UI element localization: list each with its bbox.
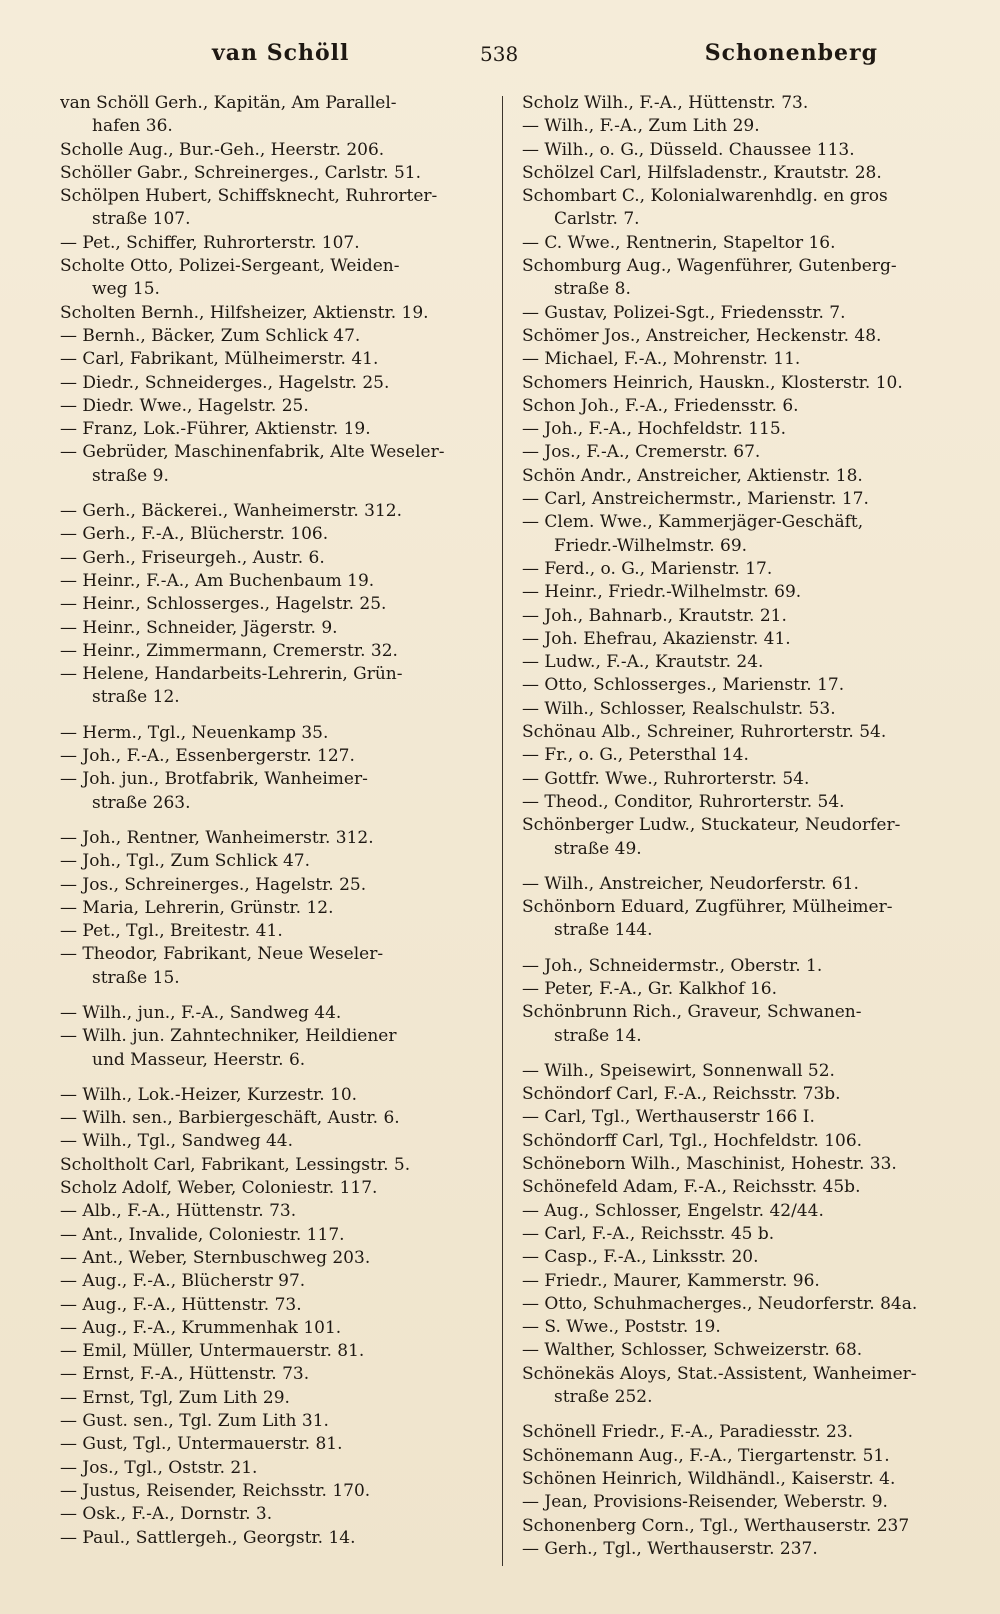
directory-entry: — Joh., F.-A., Hochfeldstr. 115. (522, 419, 787, 440)
directory-entry: — Wilh., Lok.-Heizer, Kurzestr. 10. (60, 1084, 358, 1105)
directory-entry: — Peter, F.-A., Gr. Kalkhof 16. (522, 978, 778, 999)
directory-entry: — Gust. sen., Tgl. Zum Lith 31. (60, 1411, 329, 1432)
directory-entry: Schölpen Hubert, Schiffsknecht, Ruhrorter- (60, 186, 438, 207)
directory-entry: Schönekäs Aloys, Stat.-Assistent, Wanheimer- (522, 1363, 917, 1384)
directory-entry: Schon Joh., F.-A., Friedensstr. 6. (522, 395, 799, 416)
directory-entry: — Alb., F.-A., Hüttenstr. 73. (60, 1201, 297, 1222)
directory-entry: — Wilh., o. G., Düsseld. Chaussee 113. (522, 139, 855, 160)
directory-entry: van Schöll Gerh., Kapitän, Am Parallel- (60, 93, 397, 113)
page-header (60, 40, 950, 76)
entry-continuation: straße 263. (92, 792, 191, 813)
directory-entry: — Justus, Reisender, Reichsstr. 170. (60, 1480, 371, 1501)
entry-continuation: Friedr.-Wilhelmstr. 69. (554, 535, 748, 556)
directory-entry: — Wilh. sen., Barbiergeschäft, Austr. 6. (60, 1108, 400, 1129)
column-divider (502, 96, 503, 1566)
directory-entry: — Ernst, F.-A., Hüttenstr. 73. (60, 1364, 310, 1385)
entry-continuation: straße 15. (92, 967, 180, 988)
directory-entry: — Paul., Sattlergeh., Georgstr. 14. (60, 1527, 356, 1548)
directory-entry: — Joh., Tgl., Zum Schlick 47. (60, 851, 311, 872)
directory-entry: — Pet., Tgl., Breitestr. 41. (60, 921, 283, 942)
directory-entry: — Joh. Ehefrau, Akazienstr. 41. (522, 628, 791, 649)
directory-entry: — Wilh., Anstreicher, Neudorferstr. 61. (522, 873, 859, 894)
directory-entry: Scholten Bernh., Hilfsheizer, Aktienstr. 19. (60, 302, 429, 323)
directory-entry: — Friedr., Maurer, Kammerstr. 96. (522, 1270, 820, 1291)
entry-spacer (60, 815, 488, 827)
directory-entry: — Gust, Tgl., Untermauerstr. 81. (60, 1434, 343, 1455)
entry-continuation: hafen 36. (92, 116, 173, 137)
directory-entry: — Bernh., Bäcker, Zum Schlick 47. (60, 325, 361, 346)
directory-entry: Schön Andr., Anstreicher, Aktienstr. 18. (522, 465, 863, 486)
directory-entry: — Ludw., F.-A., Krautstr. 24. (522, 652, 764, 673)
directory-entry: Scholz Wilh., F.-A., Hüttenstr. 73. (522, 93, 809, 113)
directory-entry: — Ant., Weber, Sternbuschweg 203. (60, 1247, 371, 1268)
directory-entry: — Gebrüder, Maschinenfabrik, Alte Weseler- (60, 442, 445, 463)
directory-entry: — Franz, Lok.-Führer, Aktienstr. 19. (60, 419, 371, 440)
directory-entry: — Helene, Handarbeits-Lehrerin, Grün- (60, 664, 403, 685)
directory-entry: — Theodor, Fabrikant, Neue Weseler- (60, 944, 384, 965)
directory-entry: — Casp., F.-A., Linksstr. 20. (522, 1247, 759, 1268)
entry-spacer (60, 990, 488, 1002)
directory-entry: — Ferd., o. G., Marienstr. 17. (522, 558, 773, 579)
directory-entry: Schömer Jos., Anstreicher, Heckenstr. 48. (522, 325, 882, 346)
directory-entry: — Gerh., Friseurgeh., Austr. 6. (60, 547, 325, 568)
directory-entry: Schönemann Aug., F.-A., Tiergartenstr. 51. (522, 1445, 890, 1466)
entry-spacer (60, 1072, 488, 1084)
header-left-catchword: van Schöll (212, 40, 350, 66)
directory-entry: Schomers Heinrich, Hauskn., Klosterstr. 10. (522, 372, 903, 393)
entry-spacer (60, 488, 488, 500)
directory-entry: — Michael, F.-A., Mohrenstr. 11. (522, 349, 801, 370)
directory-entry: — Heinr., Schlosserges., Hagelstr. 25. (60, 594, 387, 615)
directory-entry: — Joh., Schneidermstr., Oberstr. 1. (522, 955, 823, 976)
entry-spacer (522, 943, 952, 955)
header-right-catchword: Schonenberg (704, 40, 878, 66)
entry-continuation: straße 49. (554, 838, 642, 859)
directory-entry: — Joh., Rentner, Wanheimerstr. 312. (60, 827, 374, 848)
directory-entry: Schöneborn Wilh., Maschinist, Hohestr. 33. (522, 1154, 897, 1175)
entry-spacer (522, 1048, 952, 1060)
directory-entry: — Aug., F.-A., Krummenhak 101. (60, 1317, 342, 1338)
entry-spacer (60, 710, 488, 722)
directory-entry: — Maria, Lehrerin, Grünstr. 12. (60, 897, 334, 918)
directory-entry: Schöndorf Carl, F.-A., Reichsstr. 73b. (522, 1084, 841, 1105)
directory-entry: — Jean, Provisions-Reisender, Weberstr. 9. (522, 1492, 888, 1513)
directory-entry: Schomburg Aug., Wagenführer, Gutenberg- (522, 256, 897, 277)
directory-entry: — Pet., Schiffer, Ruhrorterstr. 107. (60, 232, 360, 253)
page-number: 538 (480, 42, 519, 66)
directory-entry: — Jos., F.-A., Cremerstr. 67. (522, 442, 761, 463)
directory-entry: — Gustav, Polizei-Sgt., Friedensstr. 7. (522, 302, 846, 323)
directory-entry: — Gottfr. Wwe., Ruhrorterstr. 54. (522, 768, 810, 789)
directory-entry: — Joh., F.-A., Essenbergerstr. 127. (60, 746, 355, 767)
directory-entry: Scholle Aug., Bur.-Geh., Heerstr. 206. (60, 139, 385, 160)
entry-spacer (522, 1409, 952, 1421)
entry-continuation: straße 8. (554, 279, 631, 300)
directory-entry: Scholte Otto, Polizei-Sergeant, Weiden- (60, 256, 400, 277)
directory-entry: — Joh., Bahnarb., Krautstr. 21. (522, 605, 787, 626)
entry-spacer (522, 861, 952, 873)
directory-entry: — Aug., F.-A., Blücherstr 97. (60, 1271, 306, 1292)
entry-continuation: straße 12. (92, 687, 180, 708)
directory-entry: — Theod., Conditor, Ruhrorterstr. 54. (522, 791, 845, 812)
entry-continuation: und Masseur, Heerstr. 6. (92, 1049, 306, 1070)
directory-entry: Schönen Heinrich, Wildhändl., Kaiserstr. 4. (522, 1468, 896, 1489)
directory-entry: — Wilh., jun., F.-A., Sandweg 44. (60, 1002, 342, 1023)
directory-entry: — Herm., Tgl., Neuenkamp 35. (60, 722, 329, 743)
right-column (522, 92, 952, 1561)
directory-entry: — S. Wwe., Poststr. 19. (522, 1317, 721, 1338)
directory-entry: — Diedr., Schneiderges., Hagelstr. 25. (60, 372, 390, 393)
directory-entry: Schönberger Ludw., Stuckateur, Neudorfer- (522, 815, 901, 836)
entry-continuation: Carlstr. 7. (554, 209, 640, 230)
directory-entry: — Wilh., Tgl., Sandweg 44. (60, 1131, 294, 1152)
directory-entry: — Jos., Tgl., Oststr. 21. (60, 1457, 258, 1478)
directory-entry: — Carl, Tgl., Werthauserstr 166 I. (522, 1107, 815, 1128)
directory-entry: — Carl, Fabrikant, Mülheimerstr. 41. (60, 349, 379, 370)
directory-entry: Schöller Gabr., Schreinerges., Carlstr. 51. (60, 162, 422, 183)
directory-entry: — Heinr., F.-A., Am Buchenbaum 19. (60, 570, 375, 591)
directory-entry: — Otto, Schlosserges., Marienstr. 17. (522, 675, 845, 696)
directory-entry: — Fr., o. G., Petersthal 14. (522, 745, 749, 766)
directory-entry: — Ant., Invalide, Coloniestr. 117. (60, 1224, 345, 1245)
entry-continuation: straße 144. (554, 920, 653, 941)
directory-entry: Schönefeld Adam, F.-A., Reichsstr. 45b. (522, 1177, 861, 1198)
directory-entry: — Otto, Schuhmacherges., Neudorferstr. 84a. (522, 1293, 918, 1314)
directory-entry: — Clem. Wwe., Kammerjäger-Geschäft, (522, 512, 864, 533)
directory-entry: — Wilh. jun. Zahntechniker, Heildiener (60, 1026, 397, 1047)
directory-entry: Scholtholt Carl, Fabrikant, Lessingstr. 5. (60, 1154, 411, 1175)
directory-entry: — Gerh., Bäckerei., Wanheimerstr. 312. (60, 501, 402, 522)
directory-entry: Schönborn Eduard, Zugführer, Mülheimer- (522, 897, 893, 918)
directory-entry: Schombart C., Kolonialwarenhdlg. en gros (522, 186, 888, 207)
directory-entry: — Diedr. Wwe., Hagelstr. 25. (60, 395, 309, 416)
directory-entry: — Walther, Schlosser, Schweizerstr. 68. (522, 1340, 863, 1361)
directory-entry: — Carl, Anstreichermstr., Marienstr. 17. (522, 489, 869, 510)
directory-entry: — Emil, Müller, Untermauerstr. 81. (60, 1341, 365, 1362)
directory-entry: — Aug., Schlosser, Engelstr. 42/44. (522, 1200, 824, 1221)
directory-entry: — Heinr., Schneider, Jägerstr. 9. (60, 617, 338, 638)
entry-continuation: straße 14. (554, 1025, 642, 1046)
directory-entry: — Aug., F.-A., Hüttenstr. 73. (60, 1294, 302, 1315)
directory-entry: — Joh. jun., Brotfabrik, Wanheimer- (60, 769, 368, 790)
entry-continuation: straße 107. (92, 209, 191, 230)
entry-continuation: weg 15. (92, 279, 160, 300)
directory-entry: — Wilh., F.-A., Zum Lith 29. (522, 116, 760, 137)
directory-entry: — Ernst, Tgl, Zum Lith 29. (60, 1387, 290, 1408)
directory-entry: — Jos., Schreinerges., Hagelstr. 25. (60, 874, 367, 895)
directory-entry: — Osk., F.-A., Dornstr. 3. (60, 1504, 273, 1525)
directory-entry: — Gerh., Tgl., Werthauserstr. 237. (522, 1538, 818, 1559)
entry-continuation: straße 9. (92, 465, 169, 486)
directory-entry: Schölzel Carl, Hilfsladenstr., Krautstr. 28. (522, 162, 882, 183)
left-column (60, 92, 488, 1550)
directory-entry: Schönell Friedr., F.-A., Paradiesstr. 23. (522, 1422, 854, 1443)
directory-entry: — Heinr., Zimmermann, Cremerstr. 32. (60, 640, 398, 661)
directory-entry: Schönbrunn Rich., Graveur, Schwanen- (522, 1002, 862, 1023)
directory-entry: — Wilh., Schlosser, Realschulstr. 53. (522, 698, 836, 719)
directory-entry: — C. Wwe., Rentnerin, Stapeltor 16. (522, 232, 836, 253)
directory-entry: — Carl, F.-A., Reichsstr. 45 b. (522, 1223, 775, 1244)
directory-entry: Schonenberg Corn., Tgl., Werthauserstr. 237 (522, 1515, 910, 1536)
directory-entry: Scholz Adolf, Weber, Coloniestr. 117. (60, 1178, 378, 1199)
entry-continuation: straße 252. (554, 1387, 653, 1408)
directory-entry: Schönau Alb., Schreiner, Ruhrorterstr. 54. (522, 722, 887, 743)
directory-entry: — Heinr., Friedr.-Wilhelmstr. 69. (522, 582, 802, 603)
directory-entry: — Gerh., F.-A., Blücherstr. 106. (60, 524, 329, 545)
directory-entry: — Wilh., Speisewirt, Sonnenwall 52. (522, 1060, 835, 1081)
directory-entry: Schöndorff Carl, Tgl., Hochfeldstr. 106. (522, 1130, 863, 1151)
